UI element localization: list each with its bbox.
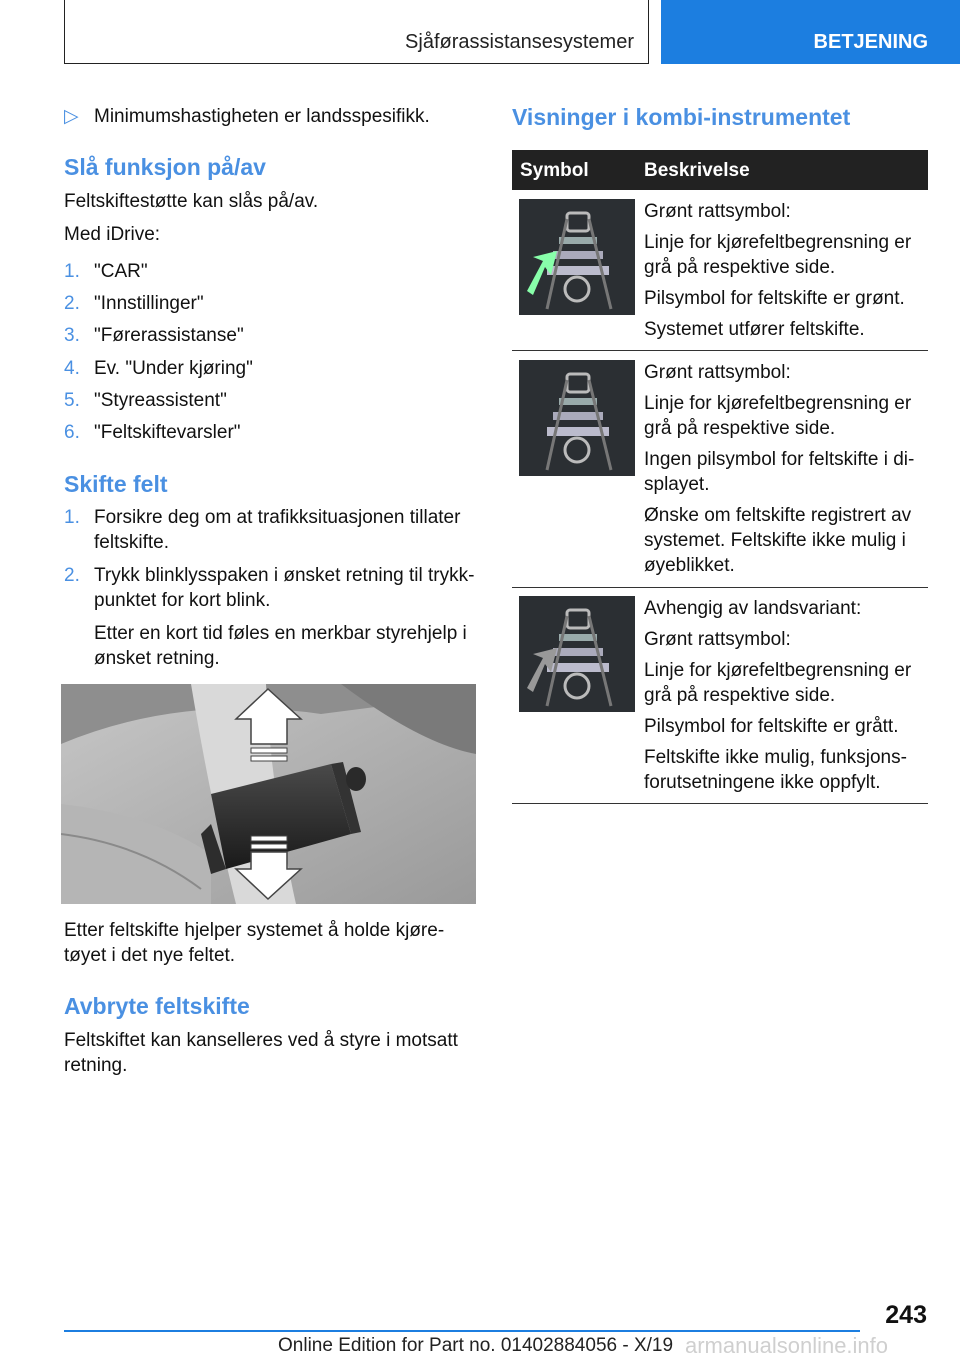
row-1-description: Grønt rattsymbol: Linje for kjørefeltbegrensning er grå på respektive side. Pilsymbol for feltskifte er grønt. Systemet utfører feltskifte. [644,201,912,340]
footer-divider [64,1330,860,1332]
row-divider [512,350,928,351]
note-text: Minimumshastigheten er landsspesifikk. [94,106,430,127]
lane-change-arrow-green-icon [519,199,635,315]
para-after-photo: Etter feltskifte hjelper systemet å holde kjøre-tøyet i det nye feltet. [64,920,445,966]
table-header [512,150,928,190]
footer-edition: Online Edition for Part no. 01402884056 - X/19 [278,1335,674,1356]
note-marker-icon: ▷ [64,106,79,127]
heading-skifte: Skifte felt [64,471,168,497]
para-sla: Feltskiftestøtte kan slås på/av. [64,191,319,212]
header-title-box [64,0,649,64]
heading-avbryte: Avbryte feltskifte [64,993,250,1019]
row-3-description: Avhengig av landsvariant: Grønt rattsymbol: Linje for kjørefeltbegrensning er grå på respektive side. Pilsymbol for feltskifte er grått. Feltskifte ikke mulig, funksjons-forutsetningene ikke oppfylt. [644,598,912,793]
para-avbryte: Feltskiftet kan kanselleres ved å styre i motsatt retning. [64,1030,458,1076]
section-title: BETJENING [813,31,928,53]
column-header-symbol: Symbol [520,160,589,181]
lane-change-no-arrow-icon [519,360,635,476]
chapter-title: Sjåførassistansesystemer [405,31,634,53]
row-divider [512,803,928,804]
para-idrive: Med iDrive: [64,224,161,245]
row-divider [512,587,928,588]
row-2-description: Grønt rattsymbol: Linje for kjørefeltbegrensning er grå på respektive side. Ingen pilsymbol for feltskifte i di-splayet. Ønske om feltskifte registrert av systemet. Feltskifte ikke mulig i øyeblikket. [644,362,915,576]
watermark-logo: armanualsonline.info [685,1333,889,1358]
heading-sla: Slå funksjon på/av [64,154,266,180]
page-number: 243 [885,1301,927,1329]
lane-change-arrow-grey-icon [519,596,635,712]
column-header-description: Beskrivelse [644,160,750,181]
heading-visninger: Visninger i kombi-instrumentet [512,104,851,130]
para-skifte-extra: Etter en kort tid føles en merkbar styrehjelp i ønsket retning. [94,623,467,669]
turn-signal-stalk-illustration [61,684,476,904]
header-section-tab [661,0,960,64]
